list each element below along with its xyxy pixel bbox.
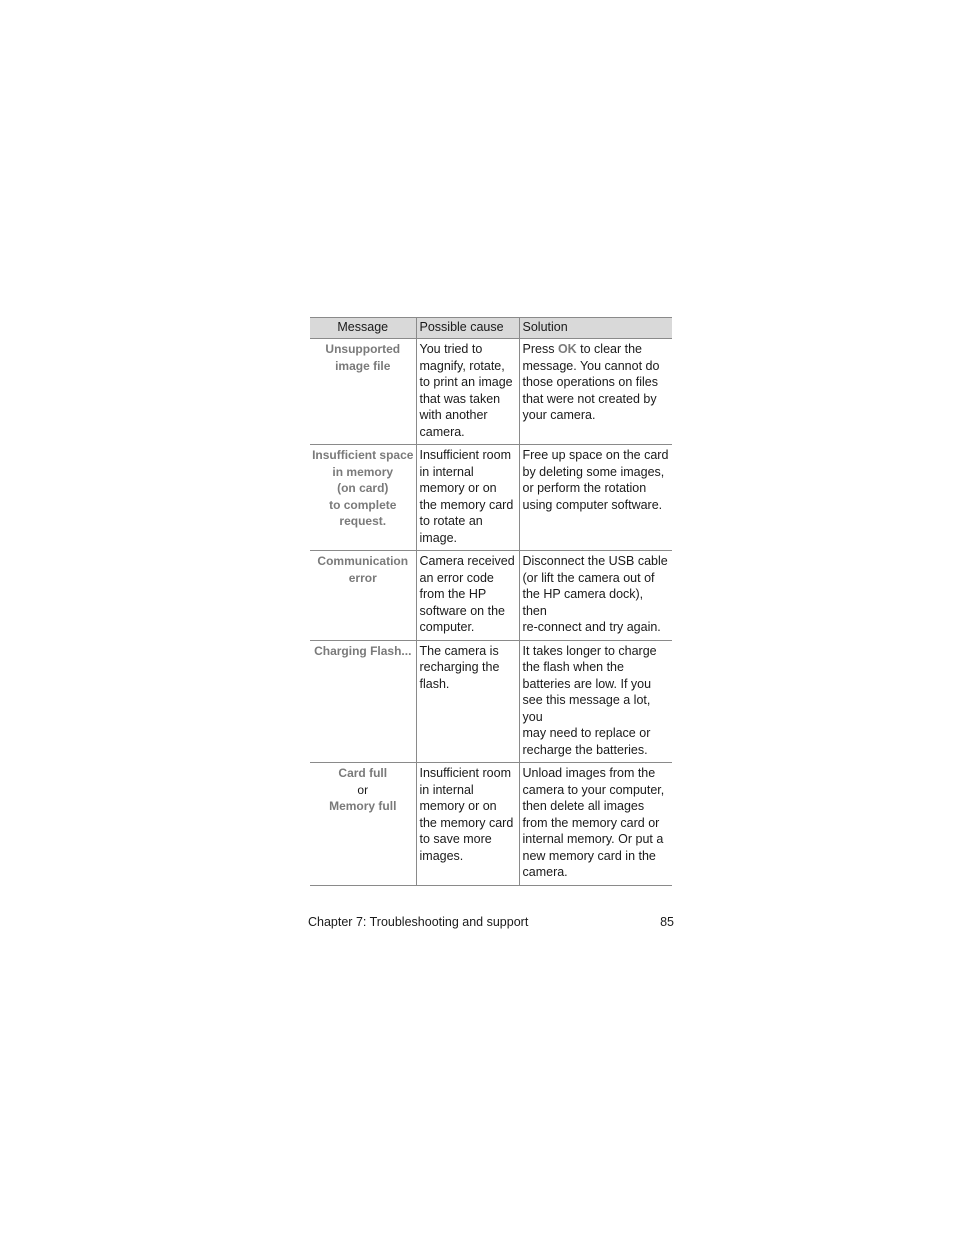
cause-cell: Camera received an error code from the HP software on the computer.: [416, 551, 519, 641]
cause-cell: Insufficient room in internal memory or on the memory card to save more images.: [416, 763, 519, 886]
table-row: [310, 763, 672, 886]
message-cell: Card full or Memory full: [310, 763, 416, 886]
cause-cell: You tried to magnify, rotate, to print an image that was taken with another camera.: [416, 339, 519, 445]
table-row: [310, 640, 672, 763]
solution-cell: It takes longer to charge the flash when the batteries are low. If you see this message a lot, you may need to replace or recharge the batteries.: [519, 640, 672, 763]
solution-cell: Disconnect the USB cable (or lift the camera out of the HP camera dock), then re-connect and try again.: [519, 551, 672, 641]
message-cell: Communication error: [310, 551, 416, 641]
cause-cell: Insufficient room in internal memory or on the memory card to rotate an image.: [416, 445, 519, 551]
page-number: 85: [660, 915, 674, 929]
cause-cell: The camera is recharging the flash.: [416, 640, 519, 763]
table-row: [310, 445, 672, 551]
column-header-solution: Solution: [519, 318, 672, 339]
solution-cell: Unload images from the camera to your computer, then delete all images from the memory card or internal memory. Or put a new memory card in the camera.: [519, 763, 672, 886]
message-cell: Charging Flash...: [310, 640, 416, 763]
solution-cell: Press OK to clear the message. You cannot do those operations on files that were not created by your camera.: [519, 339, 672, 445]
table-header-row: [310, 318, 672, 339]
error-message-table: [310, 317, 672, 886]
error-message-table-container: [310, 317, 672, 886]
table-row: [310, 339, 672, 445]
solution-cell: Free up space on the card by deleting some images, or perform the rotation using computer software.: [519, 445, 672, 551]
ok-button-label: OK: [557, 342, 577, 356]
footer-chapter-title: Chapter 7: Troubleshooting and support: [308, 915, 529, 929]
column-header-message: Message: [310, 318, 416, 339]
message-cell: Unsupported image file: [310, 339, 416, 445]
table-row: [310, 551, 672, 641]
column-header-possible-cause: Possible cause: [416, 318, 519, 339]
message-cell: Insufficient space in memory (on card) to complete request.: [310, 445, 416, 551]
